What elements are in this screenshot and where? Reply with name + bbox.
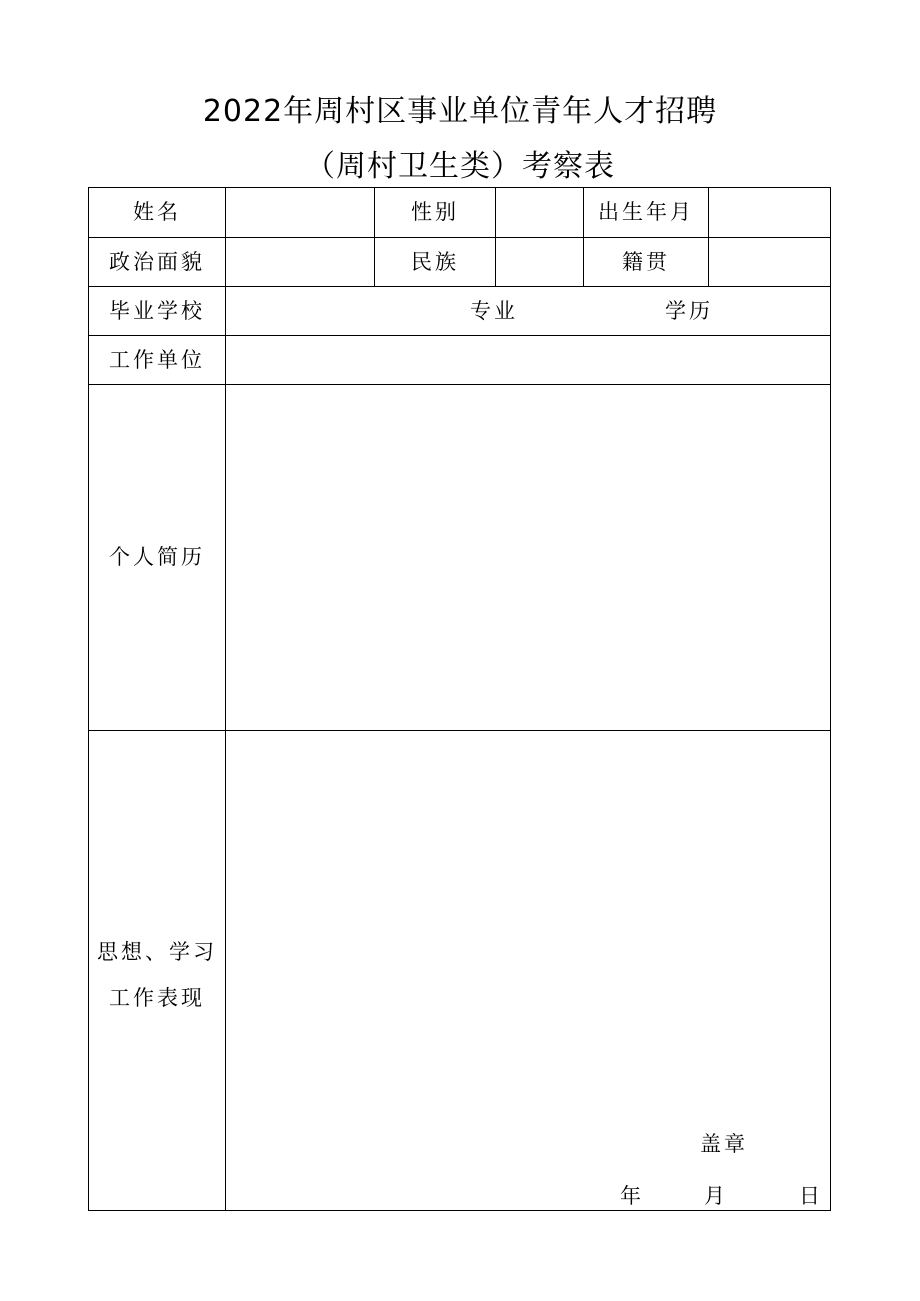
resume-label: 个人简历 xyxy=(109,545,205,569)
seal-label: 盖章 xyxy=(700,1132,748,1156)
major-label: 专业 xyxy=(470,298,518,323)
name-field[interactable] xyxy=(226,188,374,237)
document-title-line1: 2022年周村区事业单位青年人才招聘 xyxy=(202,94,718,129)
political-status-field[interactable] xyxy=(226,238,374,286)
document-title-line2: （周村卫生类）考察表 xyxy=(305,149,615,184)
gender-field[interactable] xyxy=(496,188,583,237)
date-year-label: 年 xyxy=(620,1184,644,1208)
inspection-form-table xyxy=(88,187,831,1211)
work-unit-label: 工作单位 xyxy=(109,347,205,372)
political-status-label: 政治面貌 xyxy=(109,249,205,274)
resume-field[interactable] xyxy=(226,385,830,730)
birth-date-field[interactable] xyxy=(709,188,830,237)
evaluation-label-line2: 工作表现 xyxy=(109,986,205,1010)
evaluation-field[interactable] xyxy=(226,731,830,1111)
work-unit-field[interactable] xyxy=(226,336,830,384)
evaluation-label xyxy=(89,929,225,1021)
name-label: 姓名 xyxy=(133,200,181,224)
gender-label: 性别 xyxy=(411,200,459,224)
hometown-field[interactable] xyxy=(709,238,830,286)
date-month-label: 月 xyxy=(704,1184,728,1208)
education-label: 学历 xyxy=(665,298,713,323)
graduate-school-label: 毕业学校 xyxy=(109,298,205,323)
ethnicity-label: 民族 xyxy=(411,249,459,274)
date-day-label: 日 xyxy=(799,1184,823,1208)
ethnicity-field[interactable] xyxy=(496,238,583,286)
birth-date-label: 出生年月 xyxy=(598,200,694,224)
evaluation-label-line1: 思想、学习 xyxy=(97,940,217,964)
hometown-label: 籍贯 xyxy=(622,249,670,274)
